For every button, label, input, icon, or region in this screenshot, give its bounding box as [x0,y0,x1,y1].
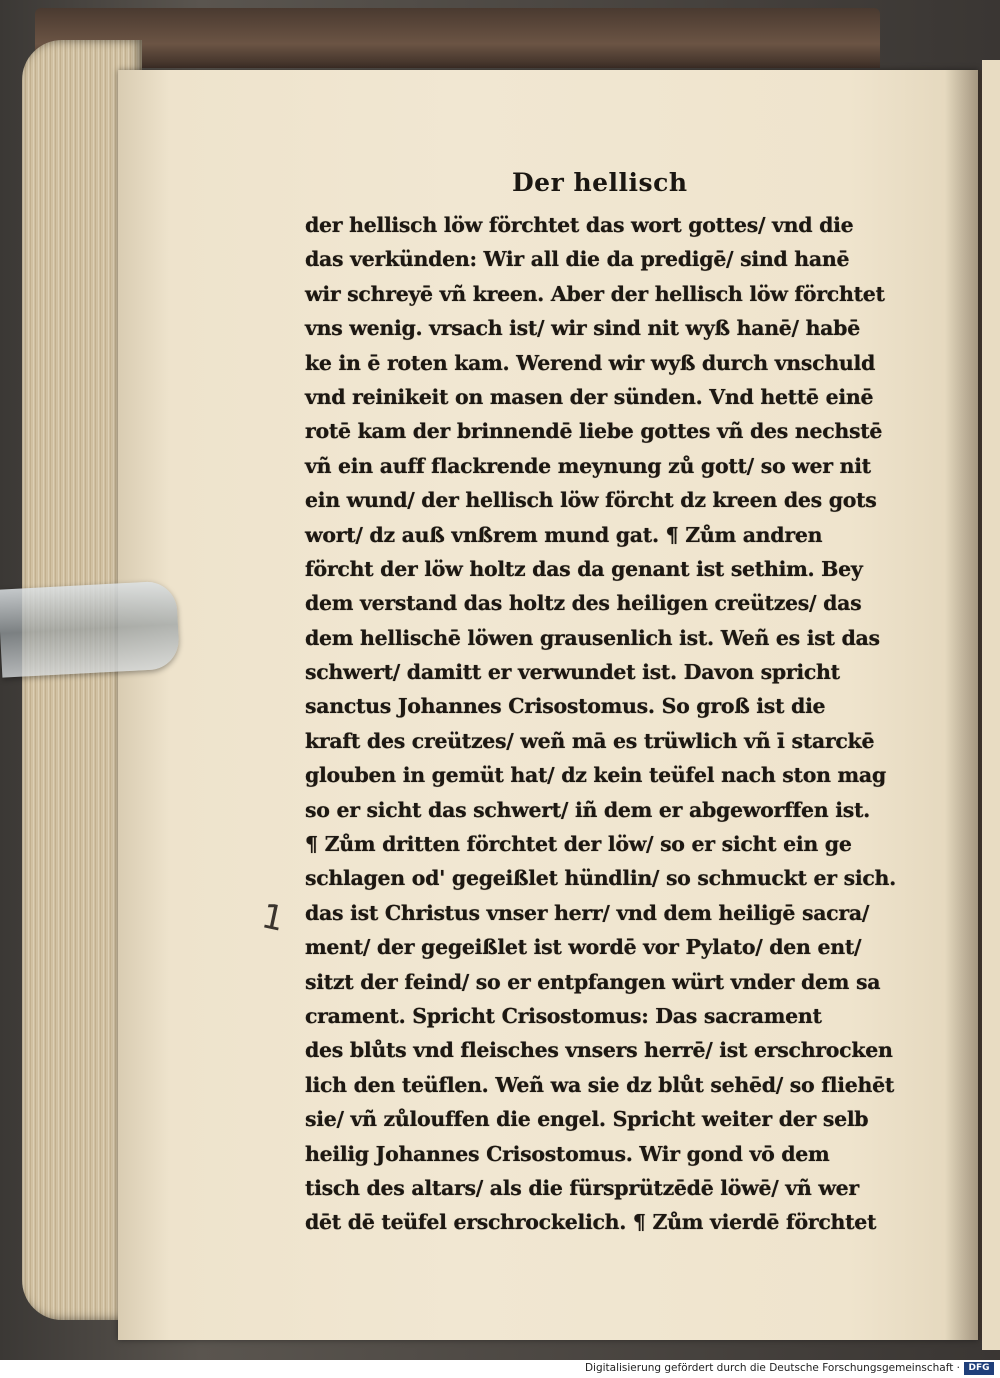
text-line: lich den teüflen. Weñ wa sie dz blůt sehēd/ so fliehēt [305,1072,895,1097]
running-head: Der hellisch [512,168,688,197]
dfg-logo: DFG [964,1362,994,1375]
text-line: rotē kam der brinnendē liebe gottes vñ des nechstē [305,419,883,444]
text-line: wir schreyē vñ kreen. Aber der hellisch löw förchtet [305,281,885,306]
text-line: sitzt der feind/ so er entpfangen würt vnder dem sa [305,969,881,994]
text-line: vñ ein auff flackrende meynung zů gott/ so wer nit [305,453,871,478]
text-line: dem hellischē löwen grausenlich ist. Weñ es ist das [305,625,880,650]
text-line: schwert/ damitt er verwundet ist. Davon spricht [305,660,840,685]
facing-page-edge [982,60,1000,1350]
book-cover-edge [35,8,880,68]
glass-page-holder [0,580,180,677]
text-line: heilig Johannes Crisostomus. Wir gond vō dem [305,1141,830,1166]
text-line: vns wenig. vrsach ist/ wir sind nit wyß hanē/ habē [305,316,860,341]
spine-shadow [945,70,985,1340]
text-line: das ist Christus vnser herr/ vnd dem heiligē sacra/ [305,900,870,925]
text-line: dēt dē teüfel erschrockelich. ¶ Zům vierdē förchtet [305,1210,877,1235]
text-line: ment/ der gegeißlet ist wordē vor Pylato/ den ent/ [305,935,862,960]
text-line: tisch des altars/ als die fürsprützēdē löwē/ vñ wer [305,1175,859,1200]
text-line: so er sicht das schwert/ iñ dem er abgeworffen ist. [305,797,870,822]
text-line: ein wund/ der hellisch löw förcht dz kreen des gots [305,488,877,513]
text-line: crament. Spricht Crisostomus: Das sacrament [305,1003,822,1028]
body-text [305,208,896,1240]
text-line: förcht der löw holtz das da genant ist sethim. Bey [305,556,863,581]
text-line: ¶ Zům dritten förchtet der löw/ so er sicht ein ge [305,832,852,857]
text-line: das verkünden: Wir all die da predigē/ sind hanē [305,247,850,272]
text-line: vnd reinikeit on masen der sünden. Vnd hettē einē [305,384,874,409]
margin-note: 1 [258,896,288,940]
text-line: kraft des creützes/ weñ mā es trüwlich vñ ī starckē [305,728,875,753]
text-line: sanctus Johannes Crisostomus. So groß ist die [305,694,826,719]
text-line: dem verstand das holtz des heiligen creützes/ das [305,591,862,616]
text-line: des blůts vnd fleisches vnsers herrē/ ist erschrocken [305,1038,893,1063]
text-line: schlagen od' gegeißlet hündlin/ so schmuckt er sich. [305,866,896,891]
text-line: sie/ vñ zůlouffen die engel. Spricht weiter der selb [305,1107,869,1132]
text-line: der hellisch löw förchtet das wort gottes/ vnd die [305,213,854,237]
text-line: ke in ē roten kam. Werend wir wyß durch vnschuld [305,350,876,375]
footer-credit: Digitalisierung gefördert durch die Deutsche Forschungsgemeinschaft · [584,1362,960,1374]
text-line: glouben in gemüt hat/ dz kein teüfel nach ston mag [305,763,886,788]
text-line: wort/ dz auß vnßrem mund gat. ¶ Zům andren [305,522,823,547]
